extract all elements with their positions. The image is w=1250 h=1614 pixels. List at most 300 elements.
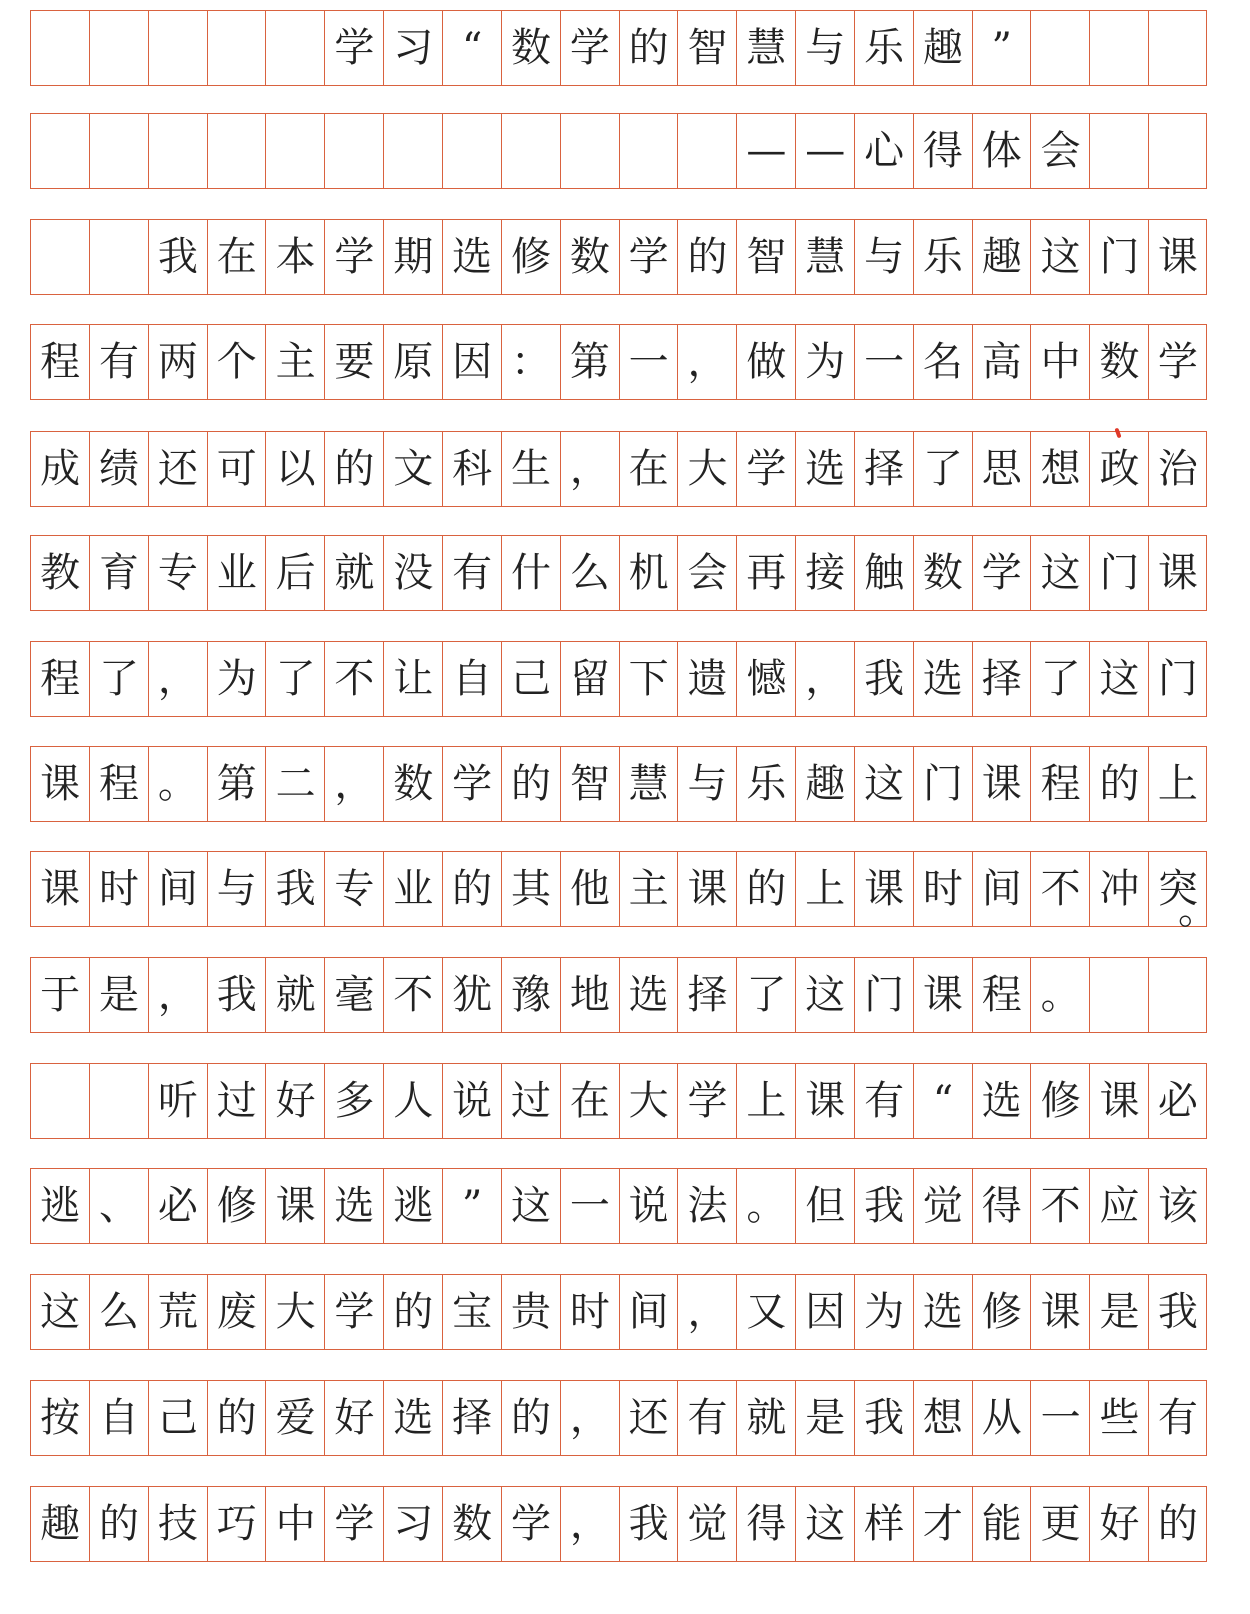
grid-cell: 生	[501, 431, 560, 507]
grid-cell: 就	[736, 1380, 795, 1456]
grid-cell: 我	[1148, 1274, 1207, 1350]
grid-cell: 法	[677, 1168, 736, 1244]
grid-cell: 数	[1089, 324, 1148, 400]
grid-cell: 大	[619, 1063, 678, 1139]
grid-cell: 得	[972, 1168, 1031, 1244]
grid-cell: 为	[854, 1274, 913, 1350]
grid-cell: 心	[854, 113, 913, 189]
grid-cell: 治	[1148, 431, 1207, 507]
grid-cell: 这	[854, 746, 913, 822]
grid-cell: 课	[265, 1168, 324, 1244]
grid-cell: 自	[442, 641, 501, 717]
grid-cell: 名	[913, 324, 972, 400]
grid-cell: 乐	[913, 219, 972, 295]
grid-cell	[89, 219, 148, 295]
grid-cell: 学	[324, 1486, 383, 1562]
grid-cell: 原	[383, 324, 442, 400]
grid-cell: 体	[972, 113, 1031, 189]
grid-cell: 学	[677, 1063, 736, 1139]
grid-cell: 还	[619, 1380, 678, 1456]
grid-cell: 这	[1089, 641, 1148, 717]
grid-cell: 我	[854, 641, 913, 717]
grid-cell: 在	[207, 219, 266, 295]
grid-cell: 废	[207, 1274, 266, 1350]
grid-cell: 程	[30, 641, 89, 717]
grid-cell: 主	[619, 851, 678, 927]
grid-cell: 有	[89, 324, 148, 400]
grid-cell: 因	[795, 1274, 854, 1350]
grid-cell: 的	[736, 851, 795, 927]
grid-cell: 好	[265, 1063, 324, 1139]
grid-cell: 乐	[854, 10, 913, 86]
grid-cell: 业	[383, 851, 442, 927]
grid-cell: 可	[207, 431, 266, 507]
grid-cell: 得	[736, 1486, 795, 1562]
grid-cell: 修	[1030, 1063, 1089, 1139]
text-line	[30, 1274, 1207, 1352]
grid-cell: 好	[1089, 1486, 1148, 1562]
grid-cell: 学	[442, 746, 501, 822]
grid-cell: 过	[501, 1063, 560, 1139]
grid-cell: 了	[913, 431, 972, 507]
grid-cell: 我	[854, 1380, 913, 1456]
grid-cell: 间	[148, 851, 207, 927]
grid-cell: 一	[1030, 1380, 1089, 1456]
grid-cell: 做	[736, 324, 795, 400]
grid-cell: 该	[1148, 1168, 1207, 1244]
grid-cell: 数	[913, 535, 972, 611]
grid-cell	[265, 113, 324, 189]
grid-cell: 课	[677, 851, 736, 927]
grid-cell: 数	[442, 1486, 501, 1562]
grid-cell: ，	[148, 957, 207, 1033]
grid-cell: 思	[972, 431, 1031, 507]
grid-cell: 听	[148, 1063, 207, 1139]
subtitle-row	[30, 113, 1207, 191]
grid-cell	[30, 1063, 89, 1139]
grid-cell: 犹	[442, 957, 501, 1033]
grid-cell: 了	[1030, 641, 1089, 717]
grid-cell	[89, 10, 148, 86]
grid-cell: 会	[677, 535, 736, 611]
text-line	[30, 1380, 1207, 1458]
grid-cell: 遗	[677, 641, 736, 717]
grid-cell: 时	[89, 851, 148, 927]
grid-cell: 想	[1030, 431, 1089, 507]
grid-cell	[324, 113, 383, 189]
grid-cell	[148, 10, 207, 86]
grid-cell: 程	[972, 957, 1031, 1033]
grid-cell	[1148, 10, 1207, 86]
grid-cell: 趣	[972, 219, 1031, 295]
grid-cell: 这	[1030, 219, 1089, 295]
grid-cell: 智	[560, 746, 619, 822]
grid-cell: 慧	[736, 10, 795, 86]
grid-cell: 下	[619, 641, 678, 717]
grid-cell: 学	[972, 535, 1031, 611]
grid-cell: 。	[736, 1168, 795, 1244]
grid-cell: 学	[501, 1486, 560, 1562]
grid-cell: 与	[677, 746, 736, 822]
grid-cell	[207, 113, 266, 189]
grid-cell: 课	[1089, 1063, 1148, 1139]
grid-cell: “	[913, 1063, 972, 1139]
grid-cell: 毫	[324, 957, 383, 1033]
grid-cell: 课	[1148, 535, 1207, 611]
grid-cell: 因	[442, 324, 501, 400]
grid-cell: 学	[324, 1274, 383, 1350]
grid-cell: 了	[736, 957, 795, 1033]
grid-cell: 中	[265, 1486, 324, 1562]
grid-cell: 必	[1148, 1063, 1207, 1139]
grid-cell: 期	[383, 219, 442, 295]
grid-cell: 与	[854, 219, 913, 295]
grid-cell: 才	[913, 1486, 972, 1562]
text-line	[30, 746, 1207, 824]
grid-cell: 与	[795, 10, 854, 86]
grid-cell: 从	[972, 1380, 1031, 1456]
grid-cell: ，	[560, 1380, 619, 1456]
grid-cell: 宝	[442, 1274, 501, 1350]
grid-cell: 间	[619, 1274, 678, 1350]
grid-cell: 。	[148, 746, 207, 822]
grid-cell	[30, 10, 89, 86]
grid-cell: 突	[1148, 851, 1207, 927]
grid-cell: 这	[1030, 535, 1089, 611]
grid-cell: 择	[677, 957, 736, 1033]
grid-cell: 的	[442, 851, 501, 927]
grid-cell: 有	[1148, 1380, 1207, 1456]
grid-cell: 趣	[795, 746, 854, 822]
grid-cell: ，	[148, 641, 207, 717]
grid-cell: 程	[89, 746, 148, 822]
grid-cell: 我	[854, 1168, 913, 1244]
grid-cell: 文	[383, 431, 442, 507]
grid-cell: 的	[89, 1486, 148, 1562]
grid-cell: 第	[560, 324, 619, 400]
grid-cell: 是	[1089, 1274, 1148, 1350]
grid-cell: 二	[265, 746, 324, 822]
grid-cell: 的	[1148, 1486, 1207, 1562]
grid-cell: 学	[324, 10, 383, 86]
grid-cell: 修	[207, 1168, 266, 1244]
grid-cell: 习	[383, 1486, 442, 1562]
grid-cell: 。	[1030, 957, 1089, 1033]
grid-cell: 的	[324, 431, 383, 507]
grid-cell: —	[795, 113, 854, 189]
grid-cell: 留	[560, 641, 619, 717]
grid-cell: 数	[560, 219, 619, 295]
grid-cell: 技	[148, 1486, 207, 1562]
grid-cell: 数	[383, 746, 442, 822]
grid-cell	[383, 113, 442, 189]
grid-cell: 门	[1089, 219, 1148, 295]
grid-cell	[207, 10, 266, 86]
grid-cell: 不	[324, 641, 383, 717]
grid-cell: 觉	[913, 1168, 972, 1244]
grid-cell: 中	[1030, 324, 1089, 400]
grid-cell: 机	[619, 535, 678, 611]
grid-cell: 想	[913, 1380, 972, 1456]
grid-cell: 慧	[619, 746, 678, 822]
grid-cell: ”	[442, 1168, 501, 1244]
grid-cell: 就	[324, 535, 383, 611]
grid-cell: 贵	[501, 1274, 560, 1350]
grid-cell: 修	[501, 219, 560, 295]
grid-cell: 选	[324, 1168, 383, 1244]
grid-cell	[30, 219, 89, 295]
grid-cell: 科	[442, 431, 501, 507]
grid-cell: 绩	[89, 431, 148, 507]
grid-cell: 选	[972, 1063, 1031, 1139]
grid-cell: 有	[677, 1380, 736, 1456]
grid-cell	[89, 113, 148, 189]
grid-cell: 的	[501, 1380, 560, 1456]
grid-cell	[677, 113, 736, 189]
grid-cell: 的	[383, 1274, 442, 1350]
grid-cell: 地	[560, 957, 619, 1033]
grid-cell: 应	[1089, 1168, 1148, 1244]
grid-cell: 憾	[736, 641, 795, 717]
grid-cell: 上	[795, 851, 854, 927]
grid-cell: ，	[677, 324, 736, 400]
grid-cell	[619, 113, 678, 189]
grid-cell: 课	[30, 746, 89, 822]
grid-cell: 这	[795, 1486, 854, 1562]
grid-cell: ”	[972, 10, 1031, 86]
grid-cell: 逃	[30, 1168, 89, 1244]
grid-cell: 巧	[207, 1486, 266, 1562]
grid-cell: 就	[265, 957, 324, 1033]
title-row	[30, 10, 1207, 88]
text-line	[30, 431, 1207, 509]
grid-cell: 其	[501, 851, 560, 927]
grid-cell: 门	[1148, 641, 1207, 717]
grid-cell: 我	[265, 851, 324, 927]
grid-cell: 课	[1148, 219, 1207, 295]
grid-cell: 选	[383, 1380, 442, 1456]
grid-cell: 一	[560, 1168, 619, 1244]
grid-cell: 主	[265, 324, 324, 400]
grid-cell: 他	[560, 851, 619, 927]
grid-cell: 会	[1030, 113, 1089, 189]
grid-cell: 不	[1030, 851, 1089, 927]
grid-cell	[1030, 10, 1089, 86]
grid-cell	[1089, 113, 1148, 189]
grid-cell	[442, 113, 501, 189]
grid-cell: ，	[560, 1486, 619, 1562]
grid-cell: 习	[383, 10, 442, 86]
grid-cell	[148, 113, 207, 189]
grid-cell: 高	[972, 324, 1031, 400]
grid-cell	[89, 1063, 148, 1139]
grid-cell: 己	[148, 1380, 207, 1456]
grid-cell: 的	[207, 1380, 266, 1456]
grid-cell: 必	[148, 1168, 207, 1244]
grid-cell: 专	[324, 851, 383, 927]
grid-cell: 学	[324, 219, 383, 295]
grid-cell: 按	[30, 1380, 89, 1456]
grid-cell: 于	[30, 957, 89, 1033]
grid-cell: 自	[89, 1380, 148, 1456]
grid-cell: ，	[324, 746, 383, 822]
grid-cell: 过	[207, 1063, 266, 1139]
grid-cell: 不	[383, 957, 442, 1033]
grid-cell: 觉	[677, 1486, 736, 1562]
grid-cell: 说	[442, 1063, 501, 1139]
grid-cell: 教	[30, 535, 89, 611]
grid-cell: 择	[972, 641, 1031, 717]
grid-cell: 得	[913, 113, 972, 189]
grid-cell: 更	[1030, 1486, 1089, 1562]
grid-cell: 学	[619, 219, 678, 295]
grid-cell: 要	[324, 324, 383, 400]
text-line	[30, 957, 1207, 1035]
grid-cell: 好	[324, 1380, 383, 1456]
grid-cell: 多	[324, 1063, 383, 1139]
grid-cell: 人	[383, 1063, 442, 1139]
grid-cell: 样	[854, 1486, 913, 1562]
text-line	[30, 219, 1207, 297]
grid-cell	[1089, 957, 1148, 1033]
grid-cell: 这	[795, 957, 854, 1033]
grid-cell: 能	[972, 1486, 1031, 1562]
grid-cell: 逃	[383, 1168, 442, 1244]
grid-cell: 慧	[795, 219, 854, 295]
grid-cell: 大	[677, 431, 736, 507]
grid-cell: 学	[560, 10, 619, 86]
grid-cell: 上	[736, 1063, 795, 1139]
grid-cell: 学	[736, 431, 795, 507]
grid-cell: 接	[795, 535, 854, 611]
text-line	[30, 1486, 1207, 1564]
grid-cell: 这	[30, 1274, 89, 1350]
grid-cell: 课	[854, 851, 913, 927]
text-line	[30, 641, 1207, 719]
grid-cell: 修	[972, 1274, 1031, 1350]
grid-cell: 我	[207, 957, 266, 1033]
grid-cell: 、	[89, 1168, 148, 1244]
grid-cell: 没	[383, 535, 442, 611]
grid-cell: 说	[619, 1168, 678, 1244]
grid-cell: 是	[89, 957, 148, 1033]
grid-cell: 为	[795, 324, 854, 400]
grid-cell: 智	[677, 10, 736, 86]
grid-cell: 业	[207, 535, 266, 611]
grid-cell: 冲	[1089, 851, 1148, 927]
grid-cell: 课	[972, 746, 1031, 822]
grid-cell: 么	[89, 1274, 148, 1350]
grid-cell: 乐	[736, 746, 795, 822]
grid-cell: 了	[89, 641, 148, 717]
grid-cell: 不	[1030, 1168, 1089, 1244]
grid-cell	[30, 113, 89, 189]
grid-cell: 后	[265, 535, 324, 611]
grid-cell: 在	[619, 431, 678, 507]
grid-cell: 趣	[30, 1486, 89, 1562]
grid-cell: “	[442, 10, 501, 86]
grid-cell: 是	[795, 1380, 854, 1456]
grid-cell: 间	[972, 851, 1031, 927]
grid-cell: 课	[30, 851, 89, 927]
grid-cell: 本	[265, 219, 324, 295]
grid-cell: 选	[619, 957, 678, 1033]
grid-cell: 两	[148, 324, 207, 400]
grid-cell: 有	[442, 535, 501, 611]
grid-cell: 我	[148, 219, 207, 295]
grid-cell: 但	[795, 1168, 854, 1244]
text-line	[30, 535, 1207, 613]
grid-cell: 有	[854, 1063, 913, 1139]
grid-cell: 门	[854, 957, 913, 1033]
text-line	[30, 1063, 1207, 1141]
grid-cell: 什	[501, 535, 560, 611]
grid-cell: ，	[795, 641, 854, 717]
grid-cell: 的	[1089, 746, 1148, 822]
grid-cell: 与	[207, 851, 266, 927]
grid-cell: 专	[148, 535, 207, 611]
grid-cell: 育	[89, 535, 148, 611]
grid-cell: 第	[207, 746, 266, 822]
grid-cell: 择	[854, 431, 913, 507]
grid-cell: 又	[736, 1274, 795, 1350]
grid-cell: 以	[265, 431, 324, 507]
grid-cell: 荒	[148, 1274, 207, 1350]
text-line	[30, 851, 1207, 929]
grid-cell: 上	[1148, 746, 1207, 822]
grid-cell: 我	[619, 1486, 678, 1562]
grid-cell: 趣	[913, 10, 972, 86]
grid-cell	[560, 113, 619, 189]
grid-cell: 成	[30, 431, 89, 507]
grid-cell: 门	[913, 746, 972, 822]
grid-cell: 课	[913, 957, 972, 1033]
grid-cell: 学	[1148, 324, 1207, 400]
grid-cell: 在	[560, 1063, 619, 1139]
grid-cell: 么	[560, 535, 619, 611]
grid-cell: 择	[442, 1380, 501, 1456]
grid-cell: —	[736, 113, 795, 189]
grid-cell: 一	[854, 324, 913, 400]
text-line	[30, 324, 1207, 402]
grid-cell	[1148, 957, 1207, 1033]
grid-cell: 政	[1089, 431, 1148, 507]
grid-cell: 选	[913, 1274, 972, 1350]
grid-cell	[1148, 113, 1207, 189]
text-line	[30, 1168, 1207, 1246]
grid-cell: 再	[736, 535, 795, 611]
grid-cell: 了	[265, 641, 324, 717]
grid-cell: ，	[677, 1274, 736, 1350]
grid-cell: 时	[560, 1274, 619, 1350]
grid-cell: 这	[501, 1168, 560, 1244]
grid-cell: 选	[795, 431, 854, 507]
grid-cell: ：	[501, 324, 560, 400]
grid-cell: 程	[1030, 746, 1089, 822]
grid-cell	[1089, 10, 1148, 86]
grid-cell: 数	[501, 10, 560, 86]
grid-cell: 选	[913, 641, 972, 717]
grid-cell	[501, 113, 560, 189]
grid-cell: 豫	[501, 957, 560, 1033]
grid-cell: 的	[501, 746, 560, 822]
grid-cell: 课	[795, 1063, 854, 1139]
grid-cell: 爱	[265, 1380, 324, 1456]
grid-cell: 的	[677, 219, 736, 295]
grid-cell: 己	[501, 641, 560, 717]
grid-cell: 还	[148, 431, 207, 507]
grid-cell: 触	[854, 535, 913, 611]
